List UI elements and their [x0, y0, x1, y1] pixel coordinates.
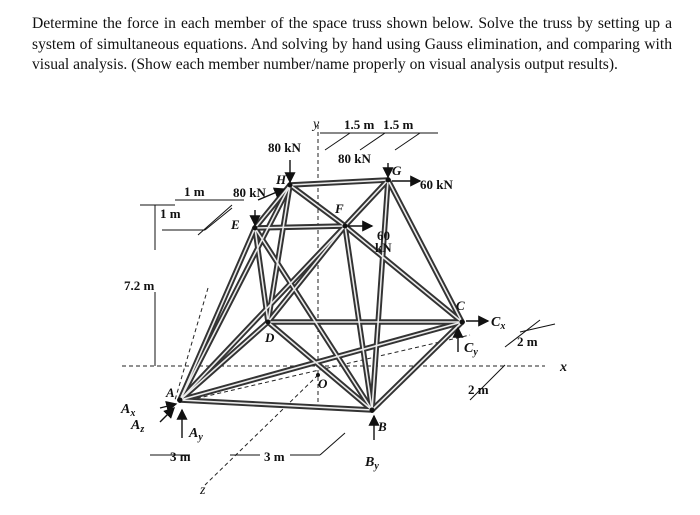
node-label-C: C — [456, 298, 465, 313]
dim-left-2: 1 m — [160, 206, 181, 221]
load-h-down-label: 80 kN — [268, 140, 301, 155]
reaction-cx-label: $C_x$ — [491, 315, 506, 332]
load-f-value: 60 — [377, 228, 390, 243]
node-label-E: E — [231, 217, 240, 232]
problem-statement: Determine the force in each member of the space truss shown below. Solve the truss by setting up a system of simultaneous equations. And solving by hand using Gauss elimination, and comparing with visual analysis. (Show each member number/name properly on visual analysis output results). — [32, 15, 672, 73]
reaction-ax-arrow — [160, 404, 176, 408]
node-label-A: A — [166, 385, 175, 400]
axis-y-label: y — [313, 117, 320, 132]
joint-G — [386, 178, 391, 183]
joint-C — [460, 320, 465, 325]
node-label-B: B — [378, 419, 387, 434]
node-label-G: G — [392, 163, 402, 178]
reaction-az-label: $A_z$ — [131, 418, 145, 435]
reaction-az-arrow — [160, 408, 174, 422]
load-f-unit: kN — [375, 240, 392, 255]
dim-base-2: 3 m — [264, 449, 285, 464]
reaction-ax-label: $A_x$ — [121, 402, 136, 419]
joint-E — [253, 226, 258, 231]
dim-height: 7.2 m — [124, 278, 155, 293]
dim-base-1: 3 m — [170, 449, 191, 464]
joint-D — [266, 320, 271, 325]
load-h-side-label: 80 kN — [233, 185, 266, 200]
joint-H — [288, 183, 293, 188]
node-label-O: O — [318, 376, 328, 391]
node-label-H: H — [276, 172, 287, 187]
dim-right-1: 2 m — [517, 334, 538, 349]
dim-right-2: 2 m — [468, 382, 489, 397]
reaction-by-label: $B_y$ — [365, 455, 379, 472]
axis-z-label: z — [200, 483, 206, 498]
node-label-F: F — [335, 201, 344, 216]
reaction-cy-label: $C_y$ — [464, 341, 478, 358]
dim-top-1: 1.5 m — [344, 117, 375, 132]
reaction-ay-label: $A_y$ — [189, 426, 203, 443]
joint-A — [178, 398, 183, 403]
dim-top-2: 1.5 m — [383, 117, 414, 132]
load-g-down-label: 80 kN — [338, 151, 371, 166]
load-g-horizontal-label: 60 kN — [420, 177, 453, 192]
dim-left-1: 1 m — [184, 184, 205, 199]
reference-lines — [122, 125, 545, 485]
joint-F — [343, 224, 348, 229]
axis-x-label: x — [560, 360, 567, 375]
node-label-D: D — [265, 330, 275, 345]
joint-B — [370, 408, 375, 413]
